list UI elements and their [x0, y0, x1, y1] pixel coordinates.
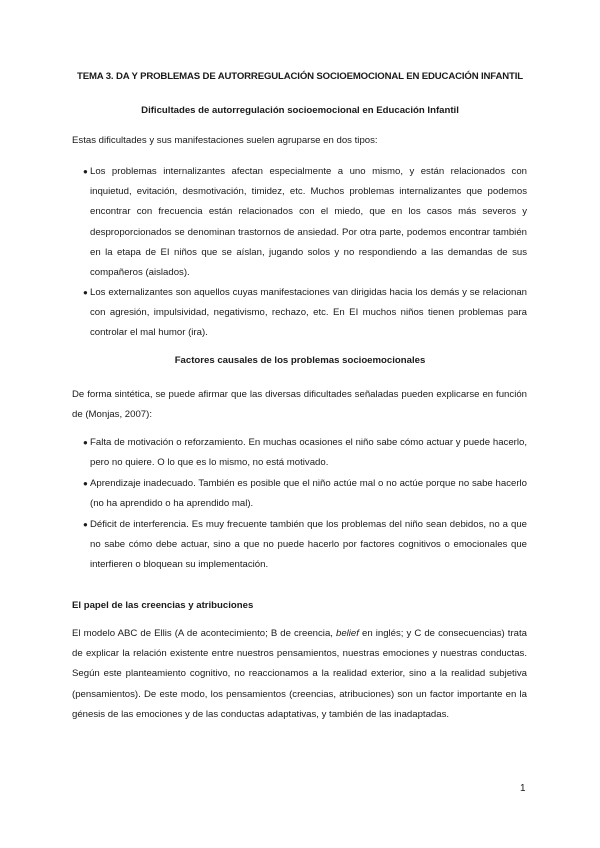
section3-italic-term: belief [336, 628, 359, 639]
document-title: TEMA 3. DA Y PROBLEMAS DE AUTORREGULACIÓN SOCIOEMOCIONAL EN EDUCACIÓN INFANTIL [77, 71, 523, 82]
list-item-interference [83, 515, 527, 576]
list-item-externalizing [83, 283, 527, 344]
list-item-learning [83, 474, 527, 514]
page-number: 1 [520, 783, 526, 794]
list-item-text: Déficit de interferencia. Es muy frecuente también que los problemas del niño sean debidos, no a que no sabe cómo debe actuar, sino a que no puede hacerlo por factores cognitivos o emocionales que interfieren o bloquean su implementación. [90, 519, 527, 571]
list-item-internalizing [83, 162, 527, 283]
section3-text-end: en inglés; y C de consecuencias) trata de explicar la relación existente entre nuestros pensamientos, nuestras emociones y nuestras conductas. Según este planteamiento cognitivo, no reaccionamos a la realidad exterior, sino a la realidad subjetiva (pensamientos). De este modo, los pensamientos (creencias, atribuciones) son un factor importante en la génesis de las emociones y de las conductas adaptativas, y también de las inadaptadas. [72, 628, 527, 720]
section2-heading: Factores causales de los problemas socioemocionales [174, 355, 426, 366]
list-item-motivation [83, 433, 527, 473]
section3-heading: El papel de las creencias y atribuciones [72, 600, 254, 611]
bullet-icon: ● [83, 479, 88, 488]
bullet-icon: ● [83, 438, 88, 447]
list-item-text: Los problemas internalizantes afectan especialmente a uno mismo, y están relacionados con inquietud, evitación, desmotivación, timidez, etc. Muchos problemas internalizantes que podemos encontrar con frecuencia están relacionados con el miedo, que en los casos más severos y desproporcionados se denominan trastornos de ansiedad. Por otra parte, podemos encontrar también en la etapa de EI niños que se aíslan, jugando solos y no respondiendo a las demandas de sus compañeros (aislados). [90, 166, 527, 279]
section1-heading: Dificultades de autorregulación socioemocional en Educación Infantil [141, 105, 459, 116]
section2-intro-paragraph: De forma sintética, se puede afirmar que las diversas dificultades señaladas pueden explicarse en función de (Monjas, 2007): [72, 389, 527, 421]
list-item-text: Falta de motivación o reforzamiento. En muchas ocasiones el niño sabe cómo actuar y puede hacerlo, pero no quiere. O lo que es lo mismo, no está motivado. [90, 437, 527, 469]
list-item-text: Los externalizantes son aquellos cuyas manifestaciones van dirigidas hacia los demás y se relacionan con agresión, impulsividad, negativismo, rechazo, etc. En EI muchos niños tienen problemas para controlar el mal humor (ira). [90, 287, 527, 339]
list-item-text: Aprendizaje inadecuado. También es posible que el niño actúe mal o no actúe porque no sabe hacerlo (no ha aprendido o ha aprendido mal). [90, 478, 527, 510]
bullet-icon: ● [83, 288, 88, 297]
bullet-icon: ● [83, 520, 88, 529]
section3-text-start: El modelo ABC de Ellis (A de acontecimiento; B de creencia, [72, 628, 336, 639]
intro-paragraph: Estas dificultades y sus manifestaciones suelen agruparse en dos tipos: [72, 135, 378, 146]
bullet-icon: ● [83, 167, 88, 176]
section3-paragraph [72, 624, 527, 725]
